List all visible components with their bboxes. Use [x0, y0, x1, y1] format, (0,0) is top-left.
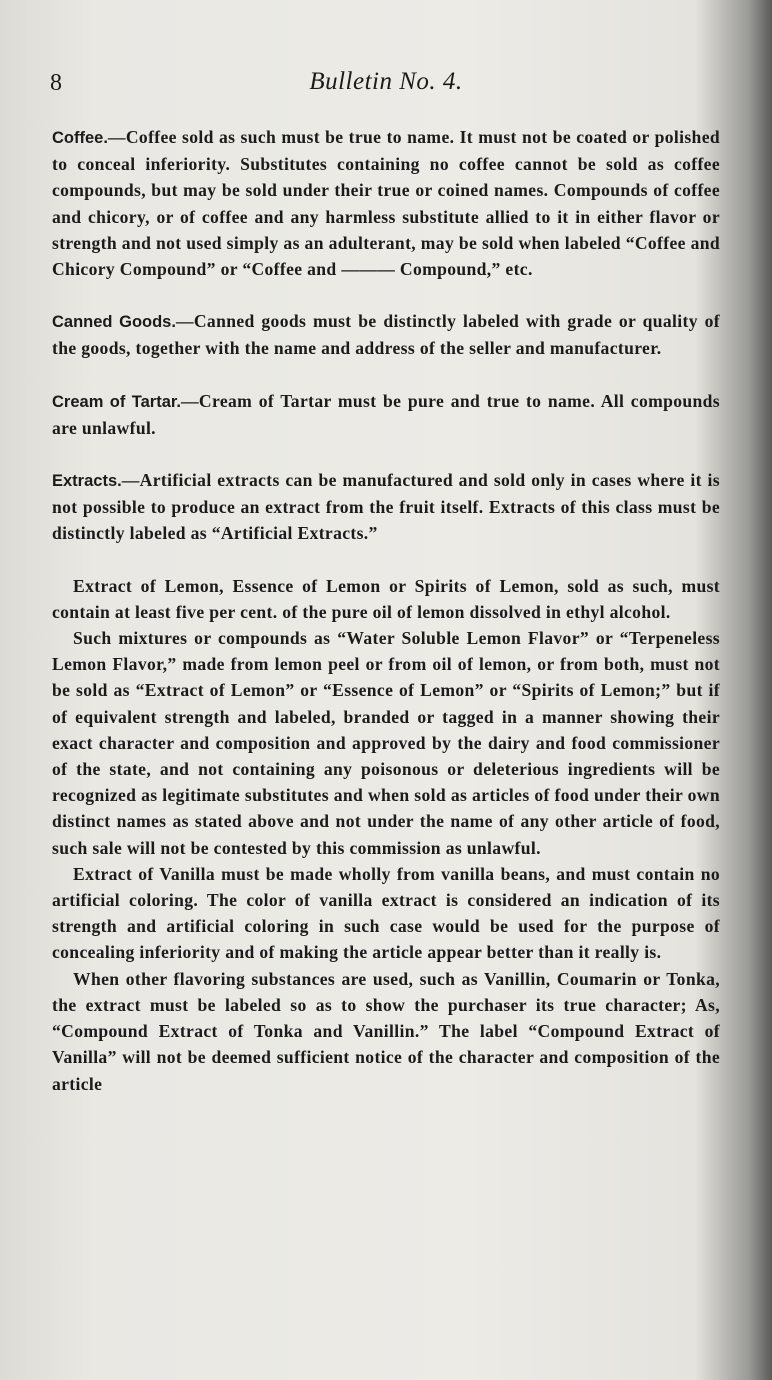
document-body [52, 124, 720, 1097]
section-cream-of-tartar [52, 388, 720, 441]
paragraph-lemon-extract: Extract of Lemon, Essence of Lemon or Spirits of Lemon, sold as such, must contain at least five per cent. of the pure oil of lemon dissolved in ethyl alcohol. [52, 575, 720, 622]
paragraph-canned-goods [52, 308, 720, 361]
term-canned-goods: Canned Goods. [52, 313, 176, 332]
term-extracts: Extracts. [52, 472, 122, 491]
page-number: 8 [50, 70, 62, 96]
page-header [50, 66, 722, 106]
paragraph-lemon-mixtures: Such mixtures or compounds as “Water Soluble Lemon Flavor” or “Terpeneless Lemon Flavor,” made from lemon peel or from oil of lemon, or from both, must not be sold as “Extract of Lemon” or “Essence of Lemon” or “Spirits of Lemon;” but if of equivalent strength and labeled, branded or tagged in a manner showing their exact character and composition and approved by the dairy and food commissioner of the state, and not containing any poisonous or deleterious ingredients will be recognized as legitimate substitutes and when sold as articles of food under their own distinct names as stated above and not under the name of any other article of food, such sale will not be contested by this commission as unlawful. [52, 628, 720, 858]
text-cream-of-tartar: —Cream of Tartar must be pure and true to name. All compounds are unlawful. [52, 390, 720, 438]
section-canned-goods [52, 308, 720, 361]
term-cream-of-tartar: Cream of Tartar. [52, 392, 181, 411]
section-extracts [52, 467, 720, 547]
text-coffee: —Coffee sold as such must be true to name. It must not be coated or polished to conceal inferiority. Substitutes containing no coffee cannot be sold as coffee compounds, but may be sold under their true or coined names. Compounds of coffee and chicory, or of coffee and any harmless substitute allied to it in either flavor or strength and not used simply as an adulterant, may be sold when labeled “Coffee and Chicory Compound” or “Coffee and ——— Compound,” etc. [52, 127, 720, 280]
text-extracts: —Artificial extracts can be manufactured and sold only in cases where it is not possible to produce an extract from the fruit itself. Extracts of this class must be distinctly labeled as “Artificial Extracts.” [52, 470, 720, 544]
running-title: Bulletin No. 4. [309, 68, 463, 95]
text-canned-goods: —Canned goods must be distinctly labeled with grade or quality of the goods, together with the name and address of the seller and manufacturer. [52, 311, 720, 359]
term-coffee: Coffee. [52, 129, 108, 147]
paragraph-extracts [52, 467, 720, 547]
paragraph-vanilla-extract: Extract of Vanilla must be made wholly from vanilla beans, and must contain no artificial coloring. The color of vanilla extract is considered an indication of its strength and artificial coloring in such case would be used for the purpose of concealing inferiority and of making the article appear better than it really is. [52, 863, 720, 963]
section-coffee [52, 124, 720, 282]
paragraph-other-flavoring: When other flavoring substances are used, such as Vanillin, Coumarin or Tonka, the extract must be labeled so as to show the purchaser its true character; As, “Compound Extract of Tonka and Vanillin.” The label “Compound Extract of Vanilla” will not be deemed sufficient notice of the character and composition of the article [52, 968, 720, 1094]
paragraph-coffee [52, 124, 720, 282]
paragraph-cream-of-tartar [52, 388, 720, 441]
